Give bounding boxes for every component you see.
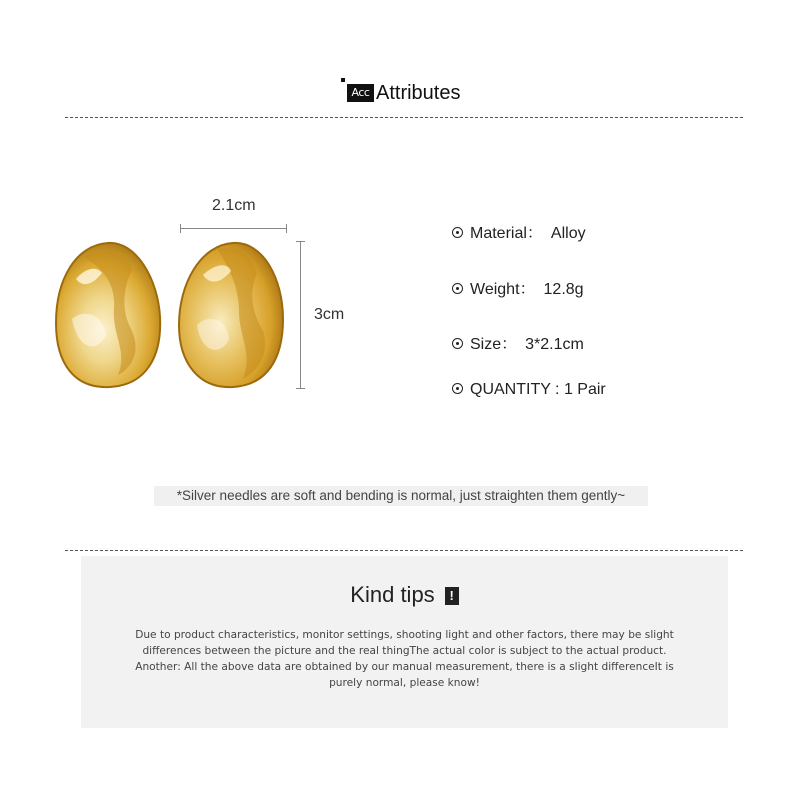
section-title: Attributes: [376, 82, 461, 104]
kind-tips-panel: [81, 556, 728, 728]
tips-line: differences between the picture and the real thingThe actual color is subject to the actual product.: [142, 645, 667, 657]
circle-bullet-icon: [452, 383, 463, 394]
exclamation-icon: !: [445, 587, 459, 605]
attribute-weight: [452, 276, 584, 299]
attribute-value: Alloy: [550, 225, 586, 242]
attribute-value: 12.8g: [543, 281, 584, 298]
attribute-material: [452, 220, 586, 243]
dashed-divider-middle: [65, 550, 743, 551]
height-dimension-label: 3cm: [314, 306, 345, 323]
circle-bullet-icon: [452, 283, 463, 294]
width-dimension-label: 2.1cm: [212, 197, 256, 214]
attribute-label: QUANTITY : 1 Pair: [470, 381, 606, 398]
section-header: [0, 76, 800, 110]
care-note: *Silver needles are soft and bending is normal, just straighten them gently~: [154, 486, 648, 506]
header-dot: [341, 78, 345, 82]
attribute-quantity: [452, 381, 606, 399]
kind-tips-title: Kind tips: [350, 582, 435, 607]
attribute-label: Material：: [470, 225, 543, 242]
tips-line: purely normal, please know!: [329, 677, 480, 689]
attribute-value: 3*2.1cm: [525, 336, 584, 353]
tips-line: Due to product characteristics, monitor settings, shooting light and other factors, there may be slight: [135, 629, 674, 641]
circle-bullet-icon: [452, 227, 463, 238]
attribute-label: Size：: [470, 336, 518, 353]
circle-bullet-icon: [452, 338, 463, 349]
tips-line: Another: All the above data are obtained by our manual measurement, there is a slight differenceIt is: [135, 661, 674, 673]
kind-tips-heading: [81, 582, 728, 608]
height-dimension-line: [296, 241, 306, 389]
attribute-label: Weight：: [470, 281, 536, 298]
kind-tips-text: [121, 627, 688, 691]
earring-image-right: [177, 239, 285, 389]
dashed-divider-top: [65, 117, 743, 118]
earring-image-left: [54, 239, 162, 389]
attribute-size: [452, 331, 584, 354]
header-badge: Acc: [347, 84, 374, 102]
width-dimension-line: [180, 224, 287, 234]
